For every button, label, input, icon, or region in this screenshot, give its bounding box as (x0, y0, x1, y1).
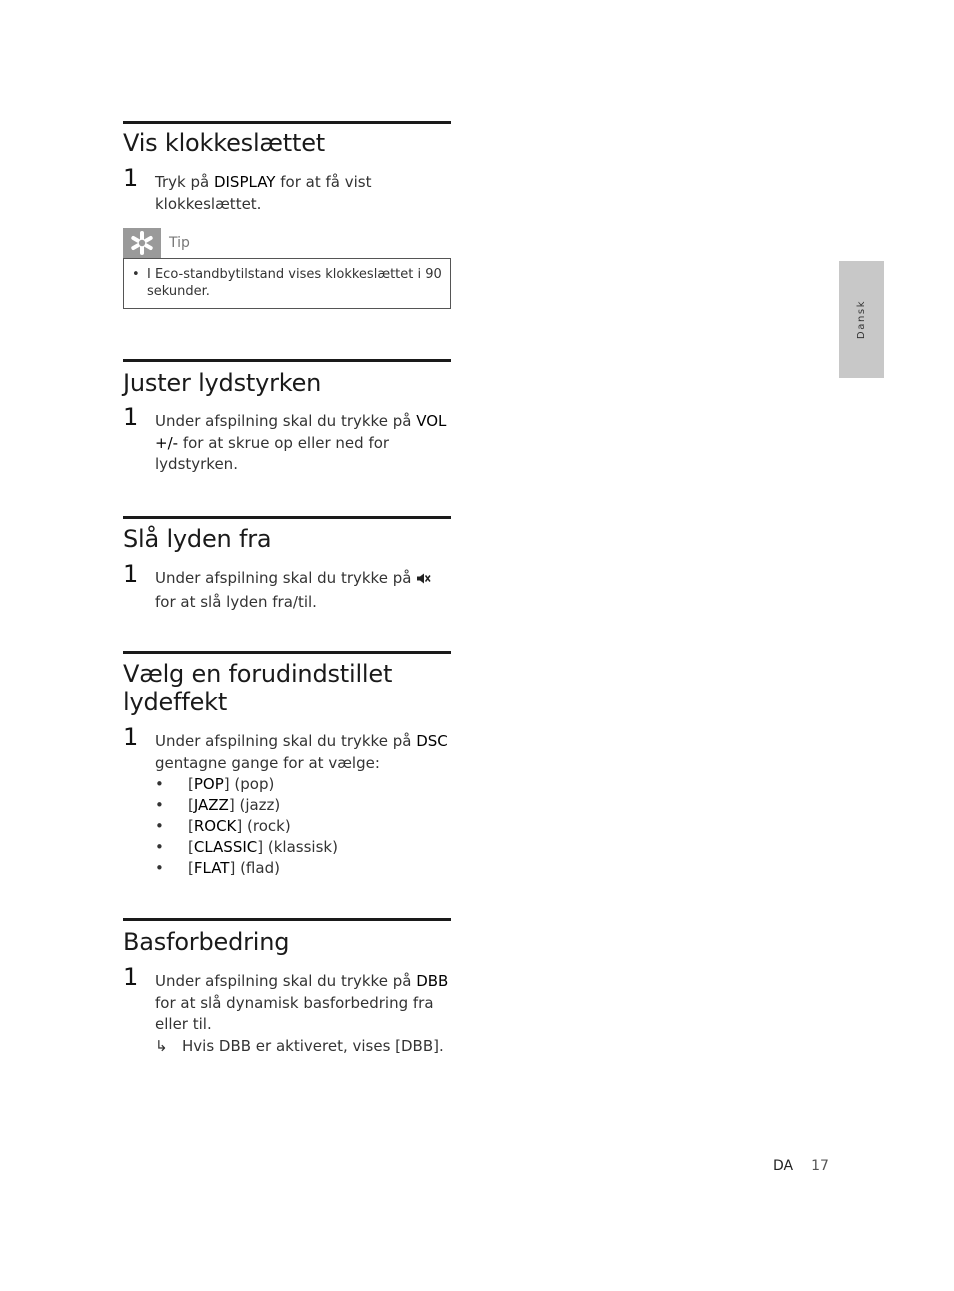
step-text: Tryk på (155, 173, 214, 191)
section-mute (123, 516, 451, 613)
bullet: • (155, 796, 164, 814)
option-name: CLASSIC (193, 838, 258, 856)
option-name: POP (193, 775, 224, 793)
section-title: Juster lydstyrken (123, 369, 322, 397)
list-item (155, 816, 451, 837)
step-number: 1 (123, 164, 139, 192)
button-name: DBB (416, 972, 449, 990)
section-clock (123, 121, 451, 309)
step-number: 1 (123, 560, 139, 588)
bracket: ] (229, 859, 236, 877)
list-item (155, 858, 451, 879)
step (123, 403, 451, 476)
option-desc: (klassisk) (263, 838, 338, 856)
tip-box (123, 258, 451, 309)
bullet: • (155, 817, 164, 835)
bullet: • (155, 859, 164, 877)
footer-language: DA (773, 1158, 794, 1174)
list-item (155, 837, 451, 858)
bracket: [ (188, 859, 194, 877)
option-desc: (pop) (229, 775, 275, 793)
bracket: ] (257, 838, 264, 856)
mute-icon (416, 570, 431, 592)
section-title: Slå lyden fra (123, 525, 272, 553)
section-rule (123, 516, 451, 519)
option-name: JAZZ (193, 796, 229, 814)
section-title: Vis klokkeslættet (123, 129, 325, 157)
bracket: ] (223, 775, 230, 793)
option-name: ROCK (193, 817, 237, 835)
bullet: • (155, 775, 164, 793)
bracket: [ (188, 838, 194, 856)
step-text: gentagne gange for at vælge: (155, 753, 380, 772)
bracket: [ (188, 817, 194, 835)
bullet: • (155, 838, 164, 856)
section-volume (123, 359, 451, 476)
option-name: FLAT (193, 859, 230, 877)
section-bass (123, 918, 451, 1057)
option-desc: (jazz) (234, 796, 281, 814)
tip-bullet: • (132, 267, 140, 282)
step (123, 723, 451, 774)
list-item (155, 774, 451, 795)
step-text: for at slå lyden fra/til. (155, 592, 317, 611)
step (123, 560, 451, 613)
button-name: DISPLAY (213, 173, 276, 191)
step (123, 963, 451, 1036)
button-name: VOL +/- (155, 412, 447, 452)
step-text: Under afspilning skal du trykke på (155, 412, 417, 430)
step-number: 1 (123, 403, 139, 431)
list-item (155, 795, 451, 816)
tip-text: I Eco-standbytilstand vises klokkeslættet i 90 sekunder. (147, 267, 442, 299)
bracket: [ (188, 775, 194, 793)
section-rule (123, 651, 451, 654)
tip-header (123, 228, 451, 258)
bracket: ] (236, 817, 243, 835)
page-number: 17 (811, 1158, 829, 1174)
option-desc: (rock) (242, 817, 291, 835)
tip-icon (123, 228, 161, 258)
language-tab (839, 261, 884, 378)
step-number: 1 (123, 963, 139, 991)
step-text: for at skrue op eller ned for lydstyrken. (155, 433, 390, 473)
bracket: [ (188, 796, 194, 814)
option-desc: (flad) (235, 859, 280, 877)
step-text: Under afspilning skal du trykke på (155, 732, 417, 750)
button-name: DSC (416, 732, 448, 750)
step-text: Under afspilning skal du trykke på (155, 569, 417, 587)
step-text: Under afspilning skal du trykke på (155, 972, 417, 990)
option-list (155, 774, 451, 879)
step (123, 164, 451, 215)
step-number: 1 (123, 723, 139, 751)
section-sound-effect (123, 651, 451, 879)
section-rule (123, 918, 451, 921)
section-rule (123, 121, 451, 124)
language-tab-label: Dansk (855, 299, 867, 340)
step-text: for at få vist klokkeslættet. (155, 173, 372, 213)
result-text: Hvis DBB er aktiveret, vises [DBB]. (182, 1036, 444, 1055)
result-arrow-icon: ↳ (155, 1036, 168, 1055)
section-title: Basforbedring (123, 928, 290, 956)
section-title: Vælg en forudindstillet lydeffekt (123, 660, 393, 716)
tip-label: Tip (169, 235, 190, 251)
step-result (123, 1036, 451, 1058)
page-footer (773, 1158, 829, 1174)
section-rule (123, 359, 451, 362)
step-text: for at slå dynamisk basforbedring fra eller til. (155, 993, 434, 1033)
bracket: ] (228, 796, 235, 814)
